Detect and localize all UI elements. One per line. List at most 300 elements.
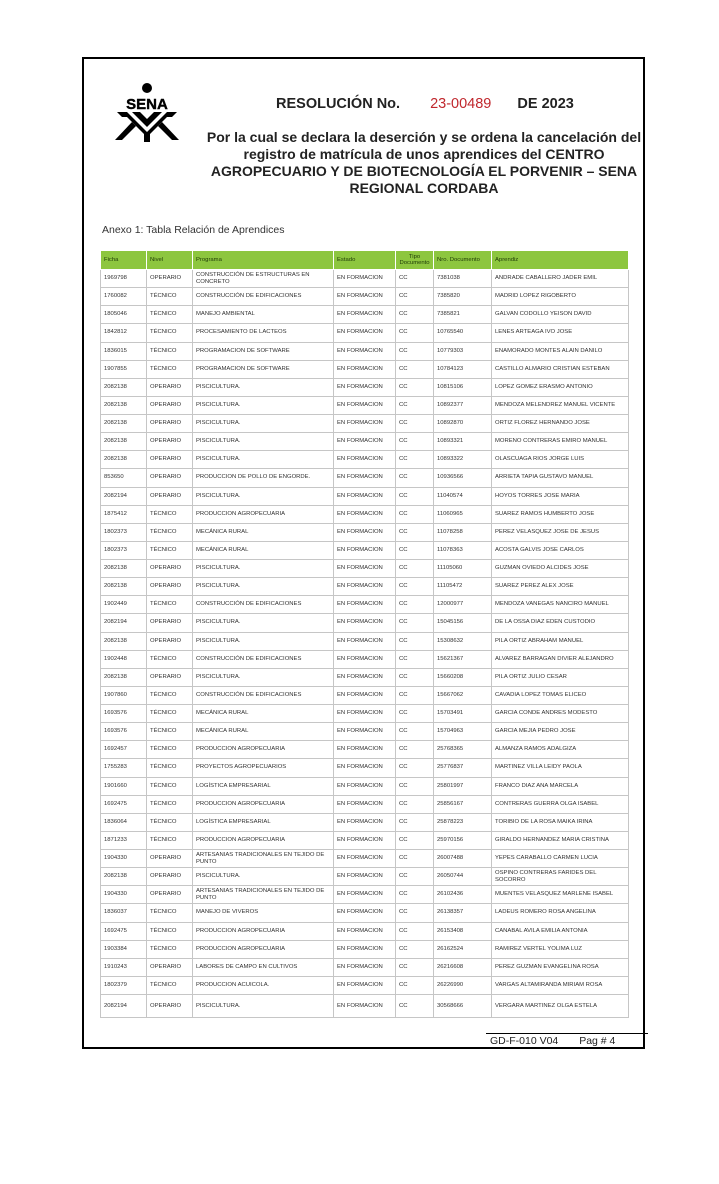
table-cell: PEREZ GUZMAN EVANGELINA ROSA bbox=[492, 958, 629, 976]
table-cell: CC bbox=[396, 777, 434, 795]
table-cell: MECÁNICA RURAL bbox=[193, 541, 334, 559]
table-cell: EN FORMACION bbox=[334, 777, 396, 795]
resolution-header bbox=[276, 96, 574, 112]
table-cell: SUAREZ RAMOS HUMBERTO JOSE bbox=[492, 505, 629, 523]
table-cell: 25856167 bbox=[434, 795, 492, 813]
table-header-row bbox=[101, 251, 629, 270]
table-cell: CC bbox=[396, 614, 434, 632]
table-cell: PISCICULTURA. bbox=[193, 396, 334, 414]
table-cell: ANDRADE CABALLERO JADER EMIL bbox=[492, 270, 629, 288]
table-cell: CC bbox=[396, 505, 434, 523]
table-cell: ORTIZ FLOREZ HERNANDO JOSE bbox=[492, 415, 629, 433]
table-cell: PISCICULTURA. bbox=[193, 451, 334, 469]
table-cell: 853650 bbox=[101, 469, 147, 487]
table-cell: EN FORMACION bbox=[334, 813, 396, 831]
table-cell: 11105060 bbox=[434, 560, 492, 578]
table-cell: EN FORMACION bbox=[334, 886, 396, 904]
table-cell: 10893322 bbox=[434, 451, 492, 469]
table-cell: EN FORMACION bbox=[334, 523, 396, 541]
table-row bbox=[101, 560, 629, 578]
table-row bbox=[101, 668, 629, 686]
table-cell: CC bbox=[396, 632, 434, 650]
table-cell: EN FORMACION bbox=[334, 922, 396, 940]
table-cell: OPERARIO bbox=[147, 415, 193, 433]
table-cell: VARGAS ALTAMIRANDA MIRIAM ROSA bbox=[492, 976, 629, 994]
table-cell: 25776837 bbox=[434, 759, 492, 777]
logo-figure-right-leg bbox=[158, 122, 179, 140]
table-row bbox=[101, 614, 629, 632]
table-cell: CC bbox=[396, 270, 434, 288]
table-cell: 1802379 bbox=[101, 976, 147, 994]
table-cell: GUZMAN OVIEDO ALCIDES JOSE bbox=[492, 560, 629, 578]
table-cell: TÉCNICO bbox=[147, 686, 193, 704]
table-cell: 1875412 bbox=[101, 505, 147, 523]
table-cell: CONSTRUCCIÓN DE EDIFICACIONES bbox=[193, 650, 334, 668]
table-cell: LABORES DE CAMPO EN CULTIVOS bbox=[193, 958, 334, 976]
table-row bbox=[101, 487, 629, 505]
table-cell: 1692457 bbox=[101, 741, 147, 759]
table-cell: 1836015 bbox=[101, 342, 147, 360]
table-cell: EN FORMACION bbox=[334, 306, 396, 324]
table-cell: 11078363 bbox=[434, 541, 492, 559]
table-cell: OPERARIO bbox=[147, 995, 193, 1018]
table-cell: LOGÍSTICA EMPRESARIAL bbox=[193, 813, 334, 831]
table-cell: CONTRERAS GUERRA OLGA ISABEL bbox=[492, 795, 629, 813]
table-cell: PRODUCCION AGROPECUARIA bbox=[193, 795, 334, 813]
table-cell: ENAMORADO MONTES ALAIN DANILO bbox=[492, 342, 629, 360]
table-cell: CC bbox=[396, 850, 434, 868]
table-cell: PILA ORTIZ JULIO CESAR bbox=[492, 668, 629, 686]
table-cell: CC bbox=[396, 433, 434, 451]
table-cell: CASTILLO ALMARIO CRISTIAN ESTEBAN bbox=[492, 360, 629, 378]
table-cell: CAVADIA LOPEZ TOMAS ELICEO bbox=[492, 686, 629, 704]
table-cell: 1802373 bbox=[101, 541, 147, 559]
table-cell: CC bbox=[396, 360, 434, 378]
table-cell: LOGÍSTICA EMPRESARIAL bbox=[193, 777, 334, 795]
table-cell: CC bbox=[396, 596, 434, 614]
table-cell: PROYECTOS AGROPECUARIOS bbox=[193, 759, 334, 777]
table-cell: EN FORMACION bbox=[334, 378, 396, 396]
table-cell: 1755283 bbox=[101, 759, 147, 777]
table-cell: 2082138 bbox=[101, 578, 147, 596]
table-cell: 1902449 bbox=[101, 596, 147, 614]
table-cell: EN FORMACION bbox=[334, 505, 396, 523]
table-cell: EN FORMACION bbox=[334, 995, 396, 1018]
table-cell: CC bbox=[396, 668, 434, 686]
table-cell: PROCESAMIENTO DE LACTEOS bbox=[193, 324, 334, 342]
table-cell: 1693576 bbox=[101, 705, 147, 723]
table-cell: EN FORMACION bbox=[334, 560, 396, 578]
table-cell: CC bbox=[396, 759, 434, 777]
table-cell: MORENO CONTRERAS EMIRO MANUEL bbox=[492, 433, 629, 451]
column-header: Nro. Documento bbox=[434, 251, 492, 270]
table-cell: TÉCNICO bbox=[147, 813, 193, 831]
table-cell: 26153408 bbox=[434, 922, 492, 940]
table-cell: EN FORMACION bbox=[334, 487, 396, 505]
table-cell: 1907860 bbox=[101, 686, 147, 704]
table-cell: PRODUCCION AGROPECUARIA bbox=[193, 940, 334, 958]
table-row bbox=[101, 596, 629, 614]
table-row bbox=[101, 396, 629, 414]
table-row bbox=[101, 342, 629, 360]
table-row bbox=[101, 904, 629, 922]
table-cell: 26050744 bbox=[434, 868, 492, 886]
table-cell: CC bbox=[396, 560, 434, 578]
table-cell: PISCICULTURA. bbox=[193, 614, 334, 632]
table-row bbox=[101, 723, 629, 741]
table-cell: OPERARIO bbox=[147, 850, 193, 868]
table-cell: 1836037 bbox=[101, 904, 147, 922]
table-cell: EN FORMACION bbox=[334, 958, 396, 976]
table-cell: 1903384 bbox=[101, 940, 147, 958]
table-cell: TÉCNICO bbox=[147, 342, 193, 360]
table-cell: 1901660 bbox=[101, 777, 147, 795]
table-row bbox=[101, 813, 629, 831]
table-cell: DE LA OSSA DIAZ EDEN CUSTODIO bbox=[492, 614, 629, 632]
column-header: Nivel bbox=[147, 251, 193, 270]
table-cell: CC bbox=[396, 922, 434, 940]
table-cell: EN FORMACION bbox=[334, 288, 396, 306]
table-row bbox=[101, 578, 629, 596]
table-cell: TÉCNICO bbox=[147, 976, 193, 994]
table-cell: CC bbox=[396, 813, 434, 831]
table-cell: 15667062 bbox=[434, 686, 492, 704]
table-cell: TÉCNICO bbox=[147, 541, 193, 559]
table-row bbox=[101, 505, 629, 523]
table-cell: CC bbox=[396, 578, 434, 596]
table-cell: ARTESANIAS TRADICIONALES EN TEJIDO DE PUNTO bbox=[193, 886, 334, 904]
table-row bbox=[101, 759, 629, 777]
table-cell: EN FORMACION bbox=[334, 904, 396, 922]
table-row bbox=[101, 686, 629, 704]
table-cell: PRODUCCION ACUICOLA. bbox=[193, 976, 334, 994]
table-cell: OPERARIO bbox=[147, 886, 193, 904]
logo-figure-left-leg bbox=[115, 122, 136, 140]
column-header: Tipo Documento bbox=[396, 251, 434, 270]
table-cell: 26138357 bbox=[434, 904, 492, 922]
table-cell: 1910243 bbox=[101, 958, 147, 976]
table-cell: OPERARIO bbox=[147, 614, 193, 632]
table-cell: 25768365 bbox=[434, 741, 492, 759]
table-cell: EN FORMACION bbox=[334, 650, 396, 668]
table-cell: 11078258 bbox=[434, 523, 492, 541]
table-cell: GIRALDO HERNANDEZ MARIA CRISTINA bbox=[492, 831, 629, 849]
table-cell: 2082138 bbox=[101, 560, 147, 578]
table-cell: CC bbox=[396, 995, 434, 1018]
table-row bbox=[101, 995, 629, 1018]
table-cell: SUAREZ PEREZ ALEX JOSE bbox=[492, 578, 629, 596]
table-cell: MENDOZA VANEGAS NANCIRO MANUEL bbox=[492, 596, 629, 614]
table-cell: OPERARIO bbox=[147, 396, 193, 414]
logo-dot bbox=[142, 83, 152, 93]
table-cell: PISCICULTURA. bbox=[193, 632, 334, 650]
table-cell: 1692475 bbox=[101, 795, 147, 813]
table-cell: TÉCNICO bbox=[147, 777, 193, 795]
table-cell: TÉCNICO bbox=[147, 723, 193, 741]
table-cell: 10815106 bbox=[434, 378, 492, 396]
table-cell: TÉCNICO bbox=[147, 288, 193, 306]
table-row bbox=[101, 922, 629, 940]
table-row bbox=[101, 523, 629, 541]
table-cell: CC bbox=[396, 976, 434, 994]
table-row bbox=[101, 360, 629, 378]
table-cell: 26162524 bbox=[434, 940, 492, 958]
table-row bbox=[101, 378, 629, 396]
sena-logo bbox=[112, 82, 182, 144]
table-cell: MUENTES VELASQUEZ MARLENE ISABEL bbox=[492, 886, 629, 904]
table-row bbox=[101, 741, 629, 759]
column-header: Aprendiz bbox=[492, 251, 629, 270]
table-cell: PISCICULTURA. bbox=[193, 868, 334, 886]
table-cell: 2082138 bbox=[101, 396, 147, 414]
table-cell: TÉCNICO bbox=[147, 324, 193, 342]
table-cell: CC bbox=[396, 451, 434, 469]
table-cell: OPERARIO bbox=[147, 270, 193, 288]
table-cell: CC bbox=[396, 958, 434, 976]
table-cell: EN FORMACION bbox=[334, 596, 396, 614]
table-cell: 1871233 bbox=[101, 831, 147, 849]
table-cell: TÉCNICO bbox=[147, 940, 193, 958]
table-row bbox=[101, 777, 629, 795]
table-cell: EN FORMACION bbox=[334, 668, 396, 686]
table-row bbox=[101, 306, 629, 324]
table-cell: TÉCNICO bbox=[147, 904, 193, 922]
table-cell: EN FORMACION bbox=[334, 741, 396, 759]
table-cell: CC bbox=[396, 324, 434, 342]
table-cell: EN FORMACION bbox=[334, 723, 396, 741]
table-cell: 26102436 bbox=[434, 886, 492, 904]
table-cell: 11105472 bbox=[434, 578, 492, 596]
table-cell: ALVAREZ BARRAGAN DIVIER ALEJANDRO bbox=[492, 650, 629, 668]
table-cell: MARTINEZ VILLA LEIDY PAOLA bbox=[492, 759, 629, 777]
table-cell: TÉCNICO bbox=[147, 759, 193, 777]
table-cell: PRODUCCION AGROPECUARIA bbox=[193, 922, 334, 940]
table-cell: CC bbox=[396, 523, 434, 541]
table-cell: 11040574 bbox=[434, 487, 492, 505]
table-cell: TÉCNICO bbox=[147, 306, 193, 324]
table-cell: CC bbox=[396, 904, 434, 922]
logo-text: SENA bbox=[126, 96, 168, 113]
table-cell: OPERARIO bbox=[147, 868, 193, 886]
table-row bbox=[101, 850, 629, 868]
table-cell: CC bbox=[396, 686, 434, 704]
table-cell: EN FORMACION bbox=[334, 578, 396, 596]
table-row bbox=[101, 940, 629, 958]
table-cell: ARRIETA TAPIA GUSTAVO MANUEL bbox=[492, 469, 629, 487]
table-cell: GALVAN CODOLLO YEISON DAVID bbox=[492, 306, 629, 324]
table-cell: FRANCO DIAZ ANA MARCELA bbox=[492, 777, 629, 795]
table-cell: PISCICULTURA. bbox=[193, 668, 334, 686]
table-cell: EN FORMACION bbox=[334, 759, 396, 777]
table-cell: 25801997 bbox=[434, 777, 492, 795]
table-cell: 1805046 bbox=[101, 306, 147, 324]
table-cell: 2082194 bbox=[101, 614, 147, 632]
table-cell: 1902448 bbox=[101, 650, 147, 668]
table-cell: PEREZ VELASQUEZ JOSE DE JESUS bbox=[492, 523, 629, 541]
table-cell: EN FORMACION bbox=[334, 850, 396, 868]
table-cell: 25970156 bbox=[434, 831, 492, 849]
table-cell: 10936566 bbox=[434, 469, 492, 487]
table-cell: CC bbox=[396, 415, 434, 433]
table-cell: EN FORMACION bbox=[334, 976, 396, 994]
resolution-title: RESOLUCIÓN No. bbox=[276, 96, 401, 112]
table-cell: 15308632 bbox=[434, 632, 492, 650]
table-row bbox=[101, 433, 629, 451]
table-cell: 1907855 bbox=[101, 360, 147, 378]
table-cell: MECÁNICA RURAL bbox=[193, 705, 334, 723]
table-cell: OPERARIO bbox=[147, 451, 193, 469]
table-cell: PISCICULTURA. bbox=[193, 415, 334, 433]
table-cell: OLASCUAGA RIOS JORGE LUIS bbox=[492, 451, 629, 469]
table-cell: CC bbox=[396, 288, 434, 306]
table-cell: VERGARA MARTINEZ OLGA ESTELA bbox=[492, 995, 629, 1018]
table-cell: 11060965 bbox=[434, 505, 492, 523]
table-cell: OPERARIO bbox=[147, 958, 193, 976]
table-cell: CC bbox=[396, 886, 434, 904]
table-body bbox=[101, 270, 629, 1018]
table-cell: 2082194 bbox=[101, 995, 147, 1018]
table-cell: 1904330 bbox=[101, 886, 147, 904]
table-cell: 10779303 bbox=[434, 342, 492, 360]
table-row bbox=[101, 886, 629, 904]
resolution-year: DE 2023 bbox=[517, 96, 574, 112]
table-cell: HOYOS TORRES JOSE MARIA bbox=[492, 487, 629, 505]
table-cell: EN FORMACION bbox=[334, 324, 396, 342]
table-cell: 26216608 bbox=[434, 958, 492, 976]
table-cell: 2082138 bbox=[101, 632, 147, 650]
table-cell: CONSTRUCCIÓN DE EDIFICACIONES bbox=[193, 686, 334, 704]
table-cell: 2082138 bbox=[101, 433, 147, 451]
table-cell: EN FORMACION bbox=[334, 795, 396, 813]
table-cell: CANABAL AVILA EMILIA ANTONIA bbox=[492, 922, 629, 940]
table-cell: EN FORMACION bbox=[334, 270, 396, 288]
table-cell: 10892870 bbox=[434, 415, 492, 433]
table-cell: CC bbox=[396, 831, 434, 849]
table-cell: CONSTRUCCIÓN DE EDIFICACIONES bbox=[193, 596, 334, 614]
table-cell: 1692475 bbox=[101, 922, 147, 940]
table-cell: MANEJO DE VIVEROS bbox=[193, 904, 334, 922]
table-cell: EN FORMACION bbox=[334, 433, 396, 451]
table-cell: TÉCNICO bbox=[147, 795, 193, 813]
table-cell: TORIBIO DE LA ROSA MAIKA IRINA bbox=[492, 813, 629, 831]
table-cell: 10784123 bbox=[434, 360, 492, 378]
table-cell: GARCIA CONDE ANDRES MODESTO bbox=[492, 705, 629, 723]
table-cell: PRODUCCION AGROPECUARIA bbox=[193, 831, 334, 849]
table-cell: TÉCNICO bbox=[147, 831, 193, 849]
table-cell: EN FORMACION bbox=[334, 469, 396, 487]
table-cell: TÉCNICO bbox=[147, 922, 193, 940]
table-cell: CC bbox=[396, 705, 434, 723]
table-cell: ACOSTA GALVIS JOSE CARLOS bbox=[492, 541, 629, 559]
document-code: GD-F-010 V04 bbox=[490, 1035, 559, 1047]
table-cell: PILA ORTIZ ABRAHAM MANUEL bbox=[492, 632, 629, 650]
table-cell: CC bbox=[396, 378, 434, 396]
table-cell: PRODUCCION AGROPECUARIA bbox=[193, 741, 334, 759]
table-row bbox=[101, 324, 629, 342]
table-cell: TÉCNICO bbox=[147, 741, 193, 759]
table-cell: TÉCNICO bbox=[147, 505, 193, 523]
table-cell: LOPEZ GOMEZ ERASMO ANTONIO bbox=[492, 378, 629, 396]
column-header: Programa bbox=[193, 251, 334, 270]
table-cell: 1836064 bbox=[101, 813, 147, 831]
table-cell: 2082138 bbox=[101, 451, 147, 469]
footer-divider bbox=[486, 1033, 648, 1034]
table-cell: PISCICULTURA. bbox=[193, 578, 334, 596]
table-cell: LADEUS ROMERO ROSA ANGELINA bbox=[492, 904, 629, 922]
table-cell: 15621367 bbox=[434, 650, 492, 668]
table-cell: 1904330 bbox=[101, 850, 147, 868]
resolution-number: 23-00489 bbox=[430, 96, 492, 112]
table-cell: ARTESANIAS TRADICIONALES EN TEJIDO DE PUNTO bbox=[193, 850, 334, 868]
table-cell: 15660208 bbox=[434, 668, 492, 686]
page-footer bbox=[490, 1035, 615, 1047]
table-cell: PISCICULTURA. bbox=[193, 995, 334, 1018]
table-cell: OSPINO CONTRERAS FARIDES DEL SOCORRO bbox=[492, 868, 629, 886]
table-cell: OPERARIO bbox=[147, 378, 193, 396]
table-cell: 2082138 bbox=[101, 868, 147, 886]
annex-title: Anexo 1: Tabla Relación de Aprendices bbox=[102, 224, 285, 236]
table-cell: GARCIA MEJIA PEDRO JOSE bbox=[492, 723, 629, 741]
table-row bbox=[101, 705, 629, 723]
table-cell: 15703491 bbox=[434, 705, 492, 723]
table-row bbox=[101, 795, 629, 813]
table-cell: CONSTRUCCIÓN DE EDIFICACIONES bbox=[193, 288, 334, 306]
table-cell: TÉCNICO bbox=[147, 705, 193, 723]
table-cell: CC bbox=[396, 650, 434, 668]
table-row bbox=[101, 958, 629, 976]
table-cell: EN FORMACION bbox=[334, 614, 396, 632]
table-cell: CC bbox=[396, 940, 434, 958]
table-cell: 12000977 bbox=[434, 596, 492, 614]
table-cell: TÉCNICO bbox=[147, 650, 193, 668]
table-cell: PISCICULTURA. bbox=[193, 433, 334, 451]
table-cell: PISCICULTURA. bbox=[193, 378, 334, 396]
table-cell: PROGRAMACION DE SOFTWARE bbox=[193, 342, 334, 360]
table-cell: 26007488 bbox=[434, 850, 492, 868]
table-row bbox=[101, 451, 629, 469]
table-cell: OPERARIO bbox=[147, 668, 193, 686]
table-cell: 1693576 bbox=[101, 723, 147, 741]
table-row bbox=[101, 976, 629, 994]
table-cell: EN FORMACION bbox=[334, 831, 396, 849]
table-cell: OPERARIO bbox=[147, 469, 193, 487]
table-cell: 2082138 bbox=[101, 668, 147, 686]
table-cell: 10765540 bbox=[434, 324, 492, 342]
table-cell: CC bbox=[396, 795, 434, 813]
table-cell: OPERARIO bbox=[147, 560, 193, 578]
table-cell: 1969798 bbox=[101, 270, 147, 288]
table-cell: CC bbox=[396, 306, 434, 324]
table-cell: LENES ARTEAGA IVO JOSE bbox=[492, 324, 629, 342]
table-cell: 2082194 bbox=[101, 487, 147, 505]
apprentices-table bbox=[100, 250, 629, 1018]
table-row bbox=[101, 541, 629, 559]
table-cell: CC bbox=[396, 741, 434, 759]
table-cell: OPERARIO bbox=[147, 632, 193, 650]
table-cell: 7385821 bbox=[434, 306, 492, 324]
table-row bbox=[101, 650, 629, 668]
table-cell: CC bbox=[396, 469, 434, 487]
table-cell: 26226990 bbox=[434, 976, 492, 994]
table-cell: 2082138 bbox=[101, 378, 147, 396]
table-cell: PRODUCCION DE POLLO DE ENGORDE. bbox=[193, 469, 334, 487]
table-cell: CC bbox=[396, 487, 434, 505]
page-number: Pag # 4 bbox=[579, 1035, 616, 1047]
table-row bbox=[101, 288, 629, 306]
table-cell: CC bbox=[396, 342, 434, 360]
table-cell: OPERARIO bbox=[147, 487, 193, 505]
table-cell: YEPES CARABALLO CARMEN LUCIA bbox=[492, 850, 629, 868]
